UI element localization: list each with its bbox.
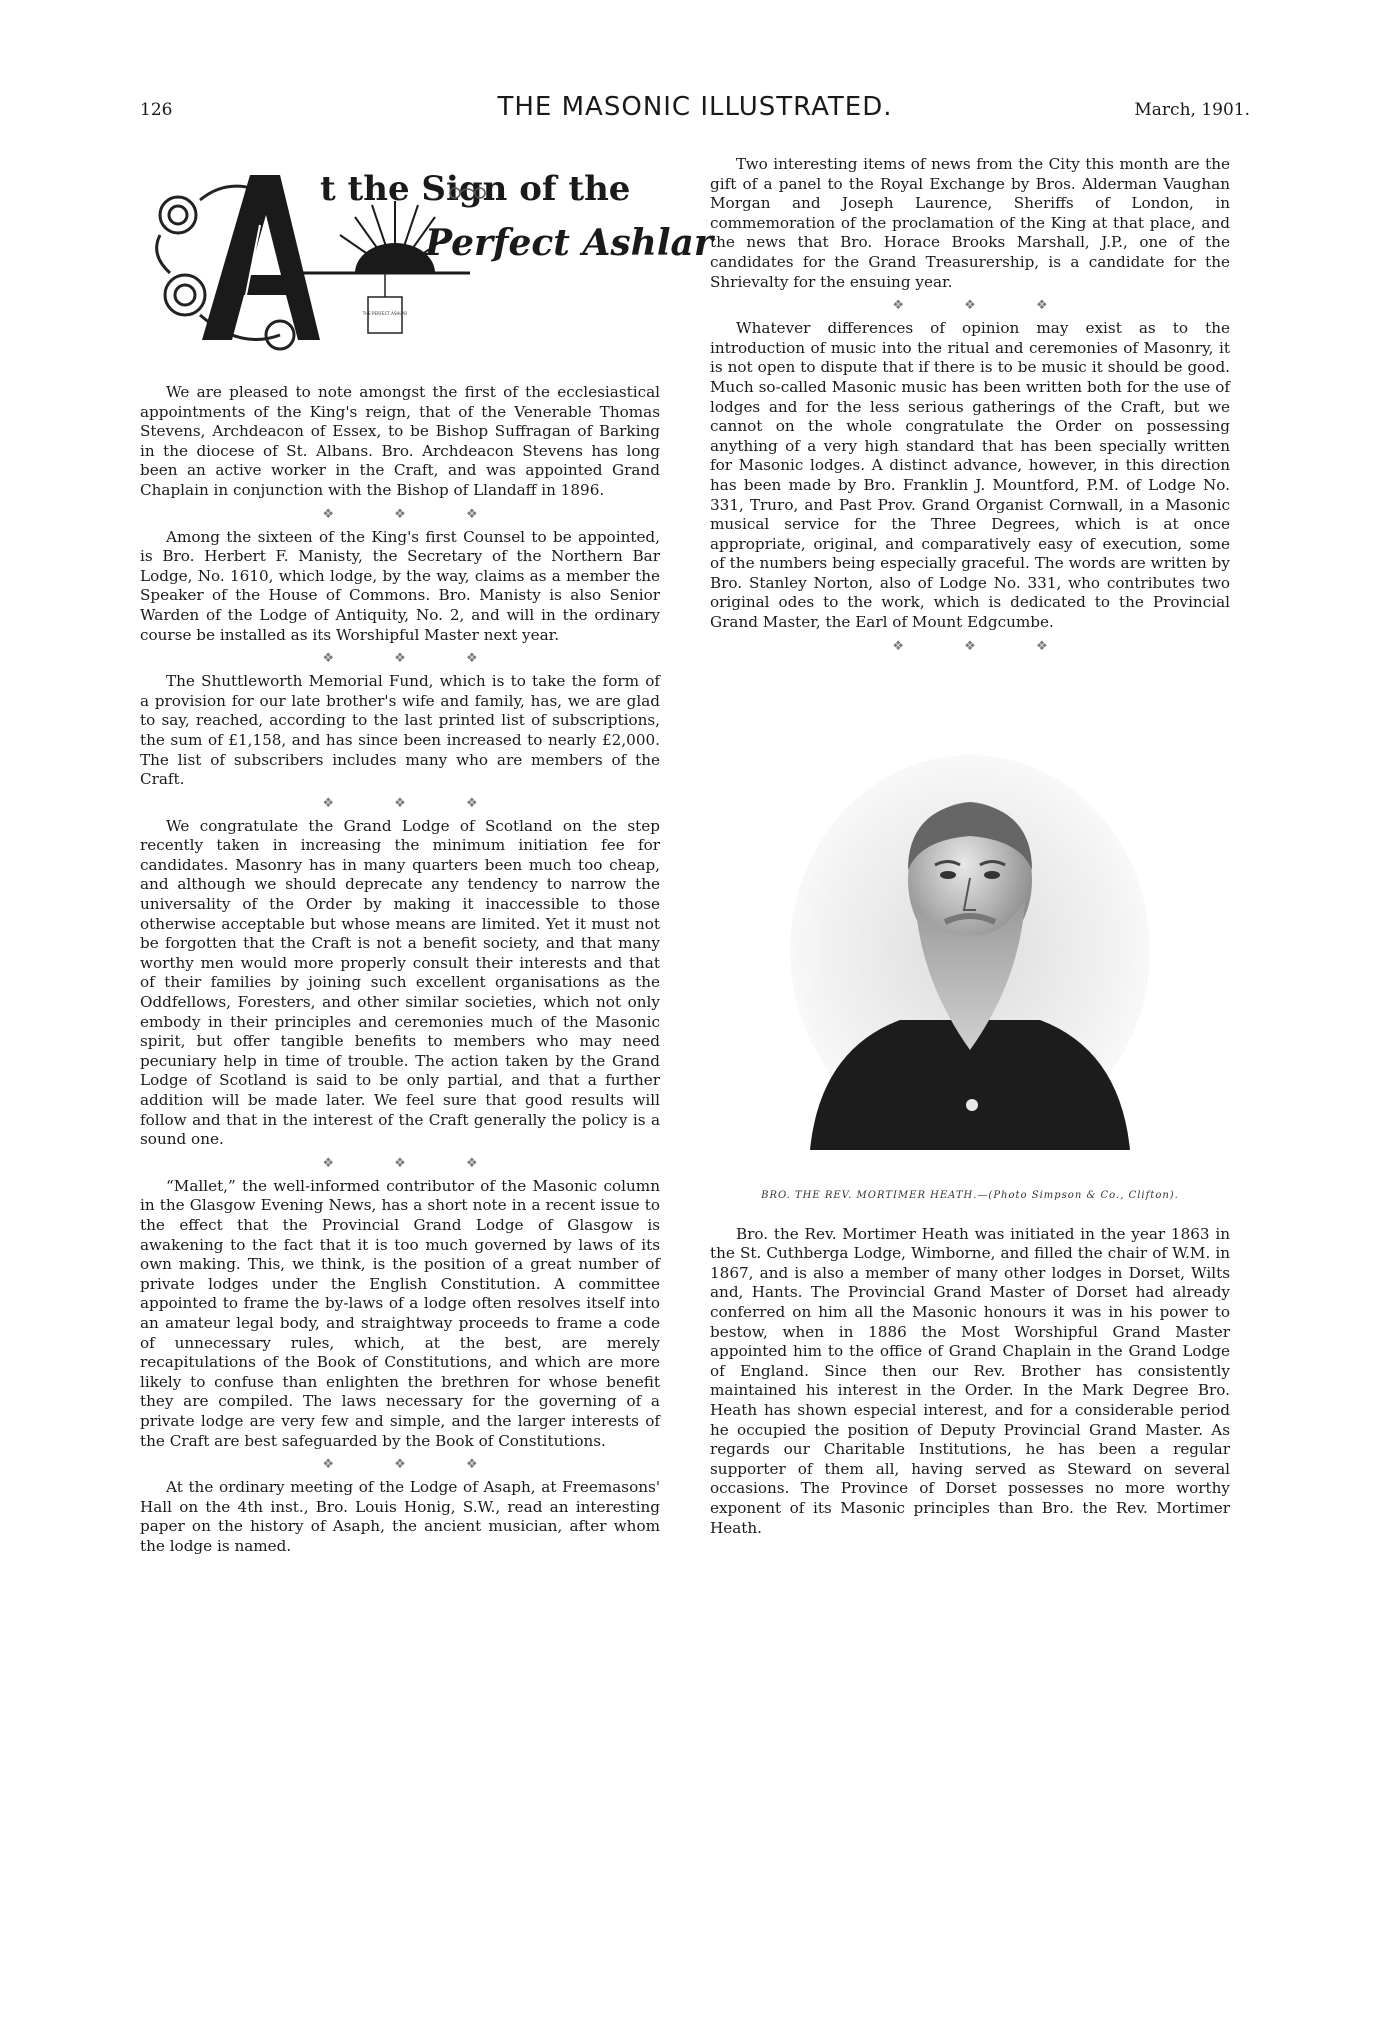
- article-mallet-glasgow: “Mallet,” the well-informed contributor of the Masonic column in the Glasgow Evening News, has a short note in a recent issue to the effect that the Provincial Grand Lodge of Glasgow is awakening to the fact that it is too much governed by laws of its own making. This, we think, is the position of a great number of private lodges under the English Constitution. A committee appointed to frame the by-laws of a lodge often resolves itself into an amateur legal body, and straightway proceeds to frame a code of unnecessary rules, which, at the best, are merely recapitulations of the Book of Constitutions, and which are more likely to confuse than enlighten the brethren for whose benefit they are compiled. The laws necessary for the governing of a private lodge are very few and simple, and the larger interests of the Craft are best safeguarded by the Book of Constitutions.: [140, 1176, 660, 1450]
- article-mortimer-heath: Bro. the Rev. Mortimer Heath was initiated in the year 1863 in the St. Cuthberga Lodge, Wimborne, and filled the chair of W.M. in 1867, and is also a member of many other lodges in Dorset, Wilts and, Hants. The Provincial Grand Master of Dorset had already conferred on him all the Masonic honours it was in his power to bestow, when in 1886 the Most Worshipful Grand Master appointed him to the office of Grand Chaplain in the Grand Lodge of England. Since then our Rev. Brother has consistently maintained his interest in the Order. In the Mark Degree Bro. Heath has shown especial interest, and for a considerable period he occupied the position of Deputy Provincial Grand Master. As regards our Charitable Institutions, he has been a regular supporter of them all, having served as Steward on several occasions. The Province of Dorset possesses no more worthy exponent of its Masonic principles than Bro. the Rev. Mortimer Heath.: [710, 1224, 1230, 1537]
- section-ornament: ❖ ❖ ❖: [322, 1155, 506, 1171]
- portrait-photo: [710, 750, 1230, 1150]
- portrait-caption: BRO. THE REV. MORTIMER HEATH.—(Photo Simpson & Co., Clifton).: [761, 1189, 1179, 1201]
- masthead-line-2: Perfect Ashlar: [425, 222, 713, 264]
- right-column: [710, 155, 1230, 1538]
- section-ornament: ❖ ❖ ❖: [322, 1457, 506, 1473]
- perfect-ashlar-emblem-icon: [140, 155, 713, 355]
- article-city-news: Two interesting items of news from the City this month are the gift of a panel to the Royal Exchange by Bros. Alderman Vaughan Morgan and Joseph Laurence, Sheriffs of London, in commemoration of the proclamation of the King at that place, and the news that Bro. Horace Brooks Marshall, J.P., one of the candidates for the Grand Treasurership, is a candidate for the Shrievalty for the ensuing year.: [710, 155, 1230, 291]
- article-shuttleworth-fund: The Shuttleworth Memorial Fund, which is to take the form of a provision for our late brother's wife and family, has, we are glad to say, reached, according to the last printed list of subscriptions, the sum of £1,158, and has since been increased to nearly £2,000. The list of subscribers includes many who are members of the Craft.: [140, 672, 660, 789]
- issue-date: March, 1901.: [1134, 100, 1250, 120]
- left-column: [140, 155, 713, 1556]
- journal-title: THE MASONIC ILLUSTRATED.: [497, 92, 893, 122]
- section-ornament: ❖ ❖ ❖: [322, 651, 506, 667]
- page-number: 126: [140, 100, 173, 120]
- section-ornament: ❖ ❖ ❖: [892, 298, 1076, 314]
- article-archdeacon-stevens: We are pleased to note amongst the first of the ecclesiastical appointments of the King's reign, that of the Venerable Thomas Stevens, Archdeacon of Essex, to be Bishop Suffragan of Barking in the diocese of St. Albans. Bro. Archdeacon Stevens has long been an active worker in the Craft, and was appointed Grand Chaplain in conjunction with the Bishop of Llandaff in 1896.: [140, 383, 660, 499]
- portrait-of-mortimer-heath: [780, 750, 1160, 1150]
- masthead-illustration: [140, 155, 713, 355]
- running-header: [140, 92, 1250, 132]
- article-herbert-manisty: Among the sixteen of the King's first Counsel to be appointed, is Bro. Herbert F. Manisty, the Secretary of the Northern Bar Lodge, No. 1610, which lodge, by the way, claims as a member the Speaker of the House of Commons. Bro. Manisty is also Senior Warden of the Lodge of Antiquity, No. 2, and will in the ordinary course be installed as its Worshipful Master next year.: [140, 527, 660, 644]
- section-ornament: ❖ ❖ ❖: [322, 506, 506, 522]
- ashlar-block-text: THE PERFECT ASHLAR: [362, 311, 408, 316]
- masthead-line-1: t the Sign of the: [320, 169, 631, 209]
- article-masonic-music: Whatever differences of opinion may exist as to the introduction of music into the ritual and ceremonies of Masonry, it is not open to dispute that if there is to be music it should be good. Much so-called Masonic music has been written both for the use of lodges and for the less serious gatherings of the Craft, but we cannot on the whole congratulate the Order on possessing anything of a very high standard that has been specially written for Masonic lodges. A distinct advance, however, in this direction has been made by Bro. Franklin J. Mountford, P.M. of Lodge No. 331, Truro, and Past Prov. Grand Organist Cornwall, in a Masonic musical service for the Three Degrees, which is at once appropriate, original, and comparatively easy of execution, some of the numbers being especially graceful. The words are written by Bro. Stanley Norton, also of Lodge No. 331, who contributes two original odes to the work, which is dedicated to the Provincial Grand Master, the Earl of Mount Edgcumbe.: [710, 319, 1230, 632]
- article-grand-lodge-scotland: We congratulate the Grand Lodge of Scotland on the step recently taken in increasing the minimum initiation fee for candidates. Masonry has in many quarters been much too cheap, and although we should deprecate any tendency to narrow the universality of the Order by making it inaccessible to those otherwise acceptable but whose means are limited. Yet it must not be forgotten that the Craft is not a benefit society, and that many worthy men would more properly consult their interests and that of their families by joining such excellent organisations as the Oddfellows, Foresters, and other similar societies, which not only embody in their principles and ceremonies much of the Masonic spirit, but offer tangible benefits to members who may need pecuniary help in time of trouble. The action taken by the Grand Lodge of Scotland is said to be only partial, and that a further addition will be made later. We feel sure that good results will follow and that in the interest of the Craft generally the policy is a sound one.: [140, 816, 660, 1149]
- section-ornament: ❖ ❖ ❖: [892, 638, 1076, 654]
- article-lodge-of-asaph: At the ordinary meeting of the Lodge of Asaph, at Freemasons' Hall on the 4th inst., Bro. Louis Honig, S.W., read an interesting paper on the history of Asaph, the ancient musician, after whom the lodge is named.: [140, 1478, 660, 1555]
- section-ornament: ❖ ❖ ❖: [322, 795, 506, 811]
